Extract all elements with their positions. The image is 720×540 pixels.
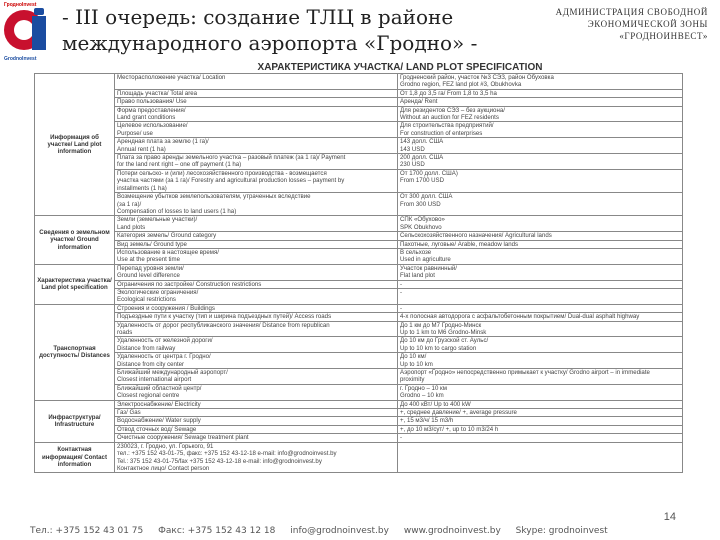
row-label [115, 216, 398, 232]
row-value [398, 232, 683, 240]
label-line: Ground level difference [117, 272, 180, 280]
value-line: От 300 долл. США [400, 193, 453, 201]
label-line: Tel.: 375 152 43-01-75/fax +375 152 43-12-18 e-mail: info@grodnoinvest.by [117, 457, 322, 465]
table-row [35, 369, 683, 385]
value-line: Аренда/ Rent [400, 98, 438, 106]
row-value [398, 442, 683, 473]
row-value [398, 193, 683, 216]
label-line: Газ/ Gas [117, 409, 141, 417]
value-line: До 10 км до Грузской ст. Аульс/ [400, 337, 489, 345]
value-line: 143 долл. США [400, 138, 444, 146]
label-line: участка частями (за 1 га)/ Forestry and agricultural production losses – payment by [117, 177, 345, 185]
label-line: Контактное лицо/ Contact person [117, 464, 210, 472]
value-line: 230 USD [400, 161, 425, 169]
land-plot-table [34, 73, 682, 473]
company-logo [4, 2, 56, 60]
row-value [398, 264, 683, 280]
label-line: Право пользования/ Use [117, 98, 187, 106]
value-line: СПК «Обухово» [400, 216, 445, 224]
section-category: Транспортная доступность/ Distances [35, 304, 115, 400]
label-line: Ближайший областной центр/ [117, 384, 202, 392]
page-number: 14 [663, 511, 676, 523]
value-line: Сельскохозяйственного назначения/ Agricultural lands [400, 232, 552, 240]
row-label [115, 232, 398, 240]
label-line: Форма предоставления/ [117, 106, 186, 114]
row-label [115, 425, 398, 433]
table-row [35, 442, 683, 473]
value-line: - [400, 434, 403, 442]
value-line: +, среднее давление/ +, average pressure [400, 409, 517, 417]
label-line: Purpose/ use [117, 129, 153, 137]
value-line: Grodno region, FEZ land plot #3, Obukhovka [400, 81, 522, 89]
table-row [35, 216, 683, 232]
label-line: Annual rent (1 ha) [117, 145, 166, 153]
value-line: До 400 кВт/ Up to 400 kW [400, 400, 471, 408]
label-line: Compensation of losses to land users (1 ha) [117, 207, 237, 215]
row-value [398, 337, 683, 353]
table-row [35, 74, 683, 90]
row-value [398, 98, 683, 106]
value-line: Up to 10 km [400, 360, 433, 368]
table-row [35, 409, 683, 417]
row-label [115, 400, 398, 408]
row-label [115, 169, 398, 192]
row-label [115, 442, 398, 473]
row-value [398, 106, 683, 122]
label-line: (за 1 га)/ [117, 200, 142, 208]
label-line: Арендная плата за землю (1 га)/ [117, 138, 209, 146]
value-line: В сельхозе [400, 248, 432, 256]
label-line: Ограничения по застройке/ Construction restrictions [117, 280, 262, 288]
label-line: Площадь участка/ Total area [117, 89, 198, 97]
table-row [35, 240, 683, 248]
table-row [35, 337, 683, 353]
footer-skype: Skype: grodnoinvest [515, 526, 608, 536]
value-line: Участок равнинный/ [400, 264, 457, 272]
logo-top-text: ГродноInvest [4, 2, 37, 8]
label-line: Удаленность от центра г. Гродно/ [117, 353, 211, 361]
table-row [35, 193, 683, 216]
label-line: Плата за право аренды земельного участка – разовый платеж (за 1 га)/ Payment [117, 154, 346, 162]
table-row [35, 353, 683, 369]
table-row [35, 304, 683, 312]
row-value [398, 425, 683, 433]
label-line: Ближайший международный аэропорт/ [117, 369, 228, 377]
value-line: - [400, 304, 403, 312]
row-value [398, 216, 683, 232]
label-line: Очистные сооружения/ Sewage treatment plant [117, 434, 249, 442]
row-value [398, 280, 683, 288]
table-row [35, 417, 683, 425]
logo-mark-icon [4, 10, 48, 54]
value-line: Flat land plot [400, 272, 435, 280]
table-row [35, 122, 683, 138]
row-label [115, 337, 398, 353]
value-line: До 1 км до М7 Гродно-Минск [400, 321, 482, 329]
value-line: - [400, 288, 403, 296]
table-row [35, 89, 683, 97]
footer-phone: Тел.: +375 152 43 01 75 [30, 526, 144, 536]
table-row [35, 280, 683, 288]
label-line: Перепад уровня земли/ [117, 264, 184, 272]
label-line: Целевое использование/ [117, 122, 188, 130]
section-category: Информация об участке/ Land plot information [35, 74, 115, 216]
label-line: Использование в настоящее время/ [117, 248, 219, 256]
label-line: Land grant conditions [117, 114, 176, 122]
value-line: SPK Obukhovo [400, 223, 442, 231]
label-line: roads [117, 329, 133, 336]
row-value [398, 154, 683, 170]
label-line: Строения и сооружения / Buildings [117, 304, 215, 312]
value-line: Up to 1 km to M6 Grodno-Minsk [400, 329, 487, 336]
footer-email[interactable]: info@grodnoinvest.by [290, 526, 389, 536]
value-line: г. Гродно – 10 км [400, 384, 447, 392]
value-line: Для резидентов СЭЗ – без аукциона/ [400, 106, 505, 114]
table-row [35, 98, 683, 106]
label-line: Электроснабжение/ Electricity [117, 400, 201, 408]
row-label [115, 98, 398, 106]
value-line: Пахотные, луговые/ Arable, meadow lands [400, 240, 519, 248]
row-label [115, 384, 398, 400]
label-line: 230023, г. Гродно, ул. Горького, 91 [117, 442, 214, 450]
label-line: for the land rent right – one off payment (1 ha) [117, 161, 242, 169]
label-line: Потери сельско- и (или) лесохозяйственного производства - возмещается [117, 169, 327, 177]
table-row [35, 425, 683, 433]
row-value [398, 304, 683, 312]
row-label [115, 240, 398, 248]
row-value [398, 288, 683, 304]
sheet-title: ХАРАКТЕРИСТИКА УЧАСТКА/ LAND PLOT SPECIFICATION [257, 62, 543, 73]
row-value [398, 417, 683, 425]
label-line: installments (1 ha) [117, 184, 167, 192]
row-value [398, 409, 683, 417]
row-value [398, 138, 683, 154]
row-label [115, 409, 398, 417]
label-line: Closest regional centre [117, 392, 180, 400]
label-line: Возмещение убытков землепользователям, утраченных вследствие [117, 193, 311, 201]
value-line: Для строительства предприятий/ [400, 122, 494, 130]
table-row [35, 313, 683, 321]
label-line: Distance from railway [117, 344, 176, 352]
row-label [115, 304, 398, 312]
value-line: 200 долл. США [400, 154, 444, 162]
row-label [115, 193, 398, 216]
label-line: Месторасположение участка/ Location [117, 74, 226, 81]
row-label [115, 154, 398, 170]
row-label [115, 288, 398, 304]
row-label [115, 106, 398, 122]
row-value [398, 169, 683, 192]
value-line: +, до 10 м3/сут/ +, up to 10 m3/24 h [400, 425, 499, 433]
value-line: 4-х полосная автодорога с асфальтобетонным покрытием/ Dual-dual asphalt highway [400, 313, 640, 321]
value-line: Used in agriculture [400, 256, 451, 264]
label-line: Подъездные пути к участку (тип и ширина подъездных путей)/ Access roads [117, 313, 332, 321]
label-line: Водоснабжение/ Water supply [117, 417, 201, 425]
row-label [115, 353, 398, 369]
row-label [115, 280, 398, 288]
label-line: Категория земель/ Ground category [117, 232, 217, 240]
row-value [398, 400, 683, 408]
organization-name: АДМИНИСТРАЦИЯ СВОБОДНОЙ ЭКОНОМИЧЕСКОЙ ЗОНЫ «ГРОДНОИНВЕСТ» [555, 7, 708, 41]
value-line: От 1,8 до 3,5 га/ From 1,8 to 3,5 ha [400, 89, 497, 97]
row-label [115, 89, 398, 97]
table-row [35, 434, 683, 442]
section-category: Контактная информация/ Contact information [35, 442, 115, 473]
row-value [398, 122, 683, 138]
footer-website[interactable]: www.grodnoinvest.by [403, 526, 501, 536]
row-value [398, 89, 683, 97]
row-label [115, 248, 398, 264]
label-line: Отвод сточных вод/ Sewage [117, 425, 197, 433]
table-row [35, 288, 683, 304]
label-line: Земли (земельные участки)/ [117, 216, 198, 224]
section-category: Инфраструктура/ Infrastructure [35, 400, 115, 442]
value-line: +, 15 м3/ч/ 15 m3/h [400, 417, 454, 425]
value-line: From 300 USD [400, 200, 441, 208]
row-value [398, 321, 683, 337]
value-line: Up to 10 km to cargo station [400, 344, 477, 352]
value-line: proximity [400, 376, 425, 384]
label-line: Land plots [117, 223, 146, 231]
row-label [115, 321, 398, 337]
label-line: Distance from city center [117, 360, 185, 368]
row-label [115, 369, 398, 385]
footer-contacts [30, 526, 620, 536]
table-row [35, 169, 683, 192]
value-line: - [400, 280, 403, 288]
label-line: Удаленность от дорог республиканского значения/ Distance from republican [117, 321, 330, 329]
row-value [398, 74, 683, 90]
row-label [115, 434, 398, 442]
table-row [35, 248, 683, 264]
row-label [115, 417, 398, 425]
section-category: Характеристика участка/ Land plot specification [35, 264, 115, 304]
row-label [115, 264, 398, 280]
label-line: Closest international airport [117, 376, 192, 384]
table-row [35, 232, 683, 240]
row-value [398, 384, 683, 400]
value-line: 143 USD [400, 145, 425, 153]
value-line: From 1700 USD [400, 177, 445, 185]
table-row [35, 264, 683, 280]
row-value [398, 240, 683, 248]
row-value [398, 369, 683, 385]
table-row [35, 138, 683, 154]
value-line: Without an auction for FEZ residents [400, 114, 499, 122]
table-row [35, 154, 683, 170]
row-value [398, 248, 683, 264]
label-line: Вид земель/ Ground type [117, 240, 187, 248]
value-line: For construction of enterprises [400, 129, 483, 137]
value-line: До 10 км/ [400, 353, 427, 361]
row-value [398, 313, 683, 321]
label-line: Ecological restrictions [117, 296, 176, 304]
table-row [35, 106, 683, 122]
row-label [115, 74, 398, 90]
table-row [35, 384, 683, 400]
table-row [35, 400, 683, 408]
row-label [115, 122, 398, 138]
value-line: Гродненский район, участок №3 СЭЗ, район Обуховка [400, 74, 554, 81]
footer-fax: Факс: +375 152 43 12 18 [158, 526, 276, 536]
row-value [398, 353, 683, 369]
value-line: От 1700 долл. США) [400, 169, 458, 177]
value-line: Аэропорт «Гродно» непосредственно примыкает к участку/ Grodno airport – in immediate [400, 369, 650, 377]
section-category: Сведения о земельном участке/ Ground information [35, 216, 115, 264]
table-row [35, 321, 683, 337]
label-line: тел.: +375 152 43-01-75, факс: +375 152 43-12-18 e-mail: info@grodnoinvest.by [117, 450, 337, 458]
logo-bottom-text: GrodnoInvest [4, 56, 37, 62]
slide-title: - III очередь: создание ТЛЦ в районе международного аэропорта «Гродно» - [62, 5, 478, 55]
label-line: Экологические ограничения/ [117, 288, 199, 296]
row-label [115, 313, 398, 321]
label-line: Удаленность от железной дороги/ [117, 337, 213, 345]
row-value [398, 434, 683, 442]
label-line: Use at the present time [117, 256, 180, 264]
row-label [115, 138, 398, 154]
value-line: Grodno – 10 km [400, 392, 444, 400]
